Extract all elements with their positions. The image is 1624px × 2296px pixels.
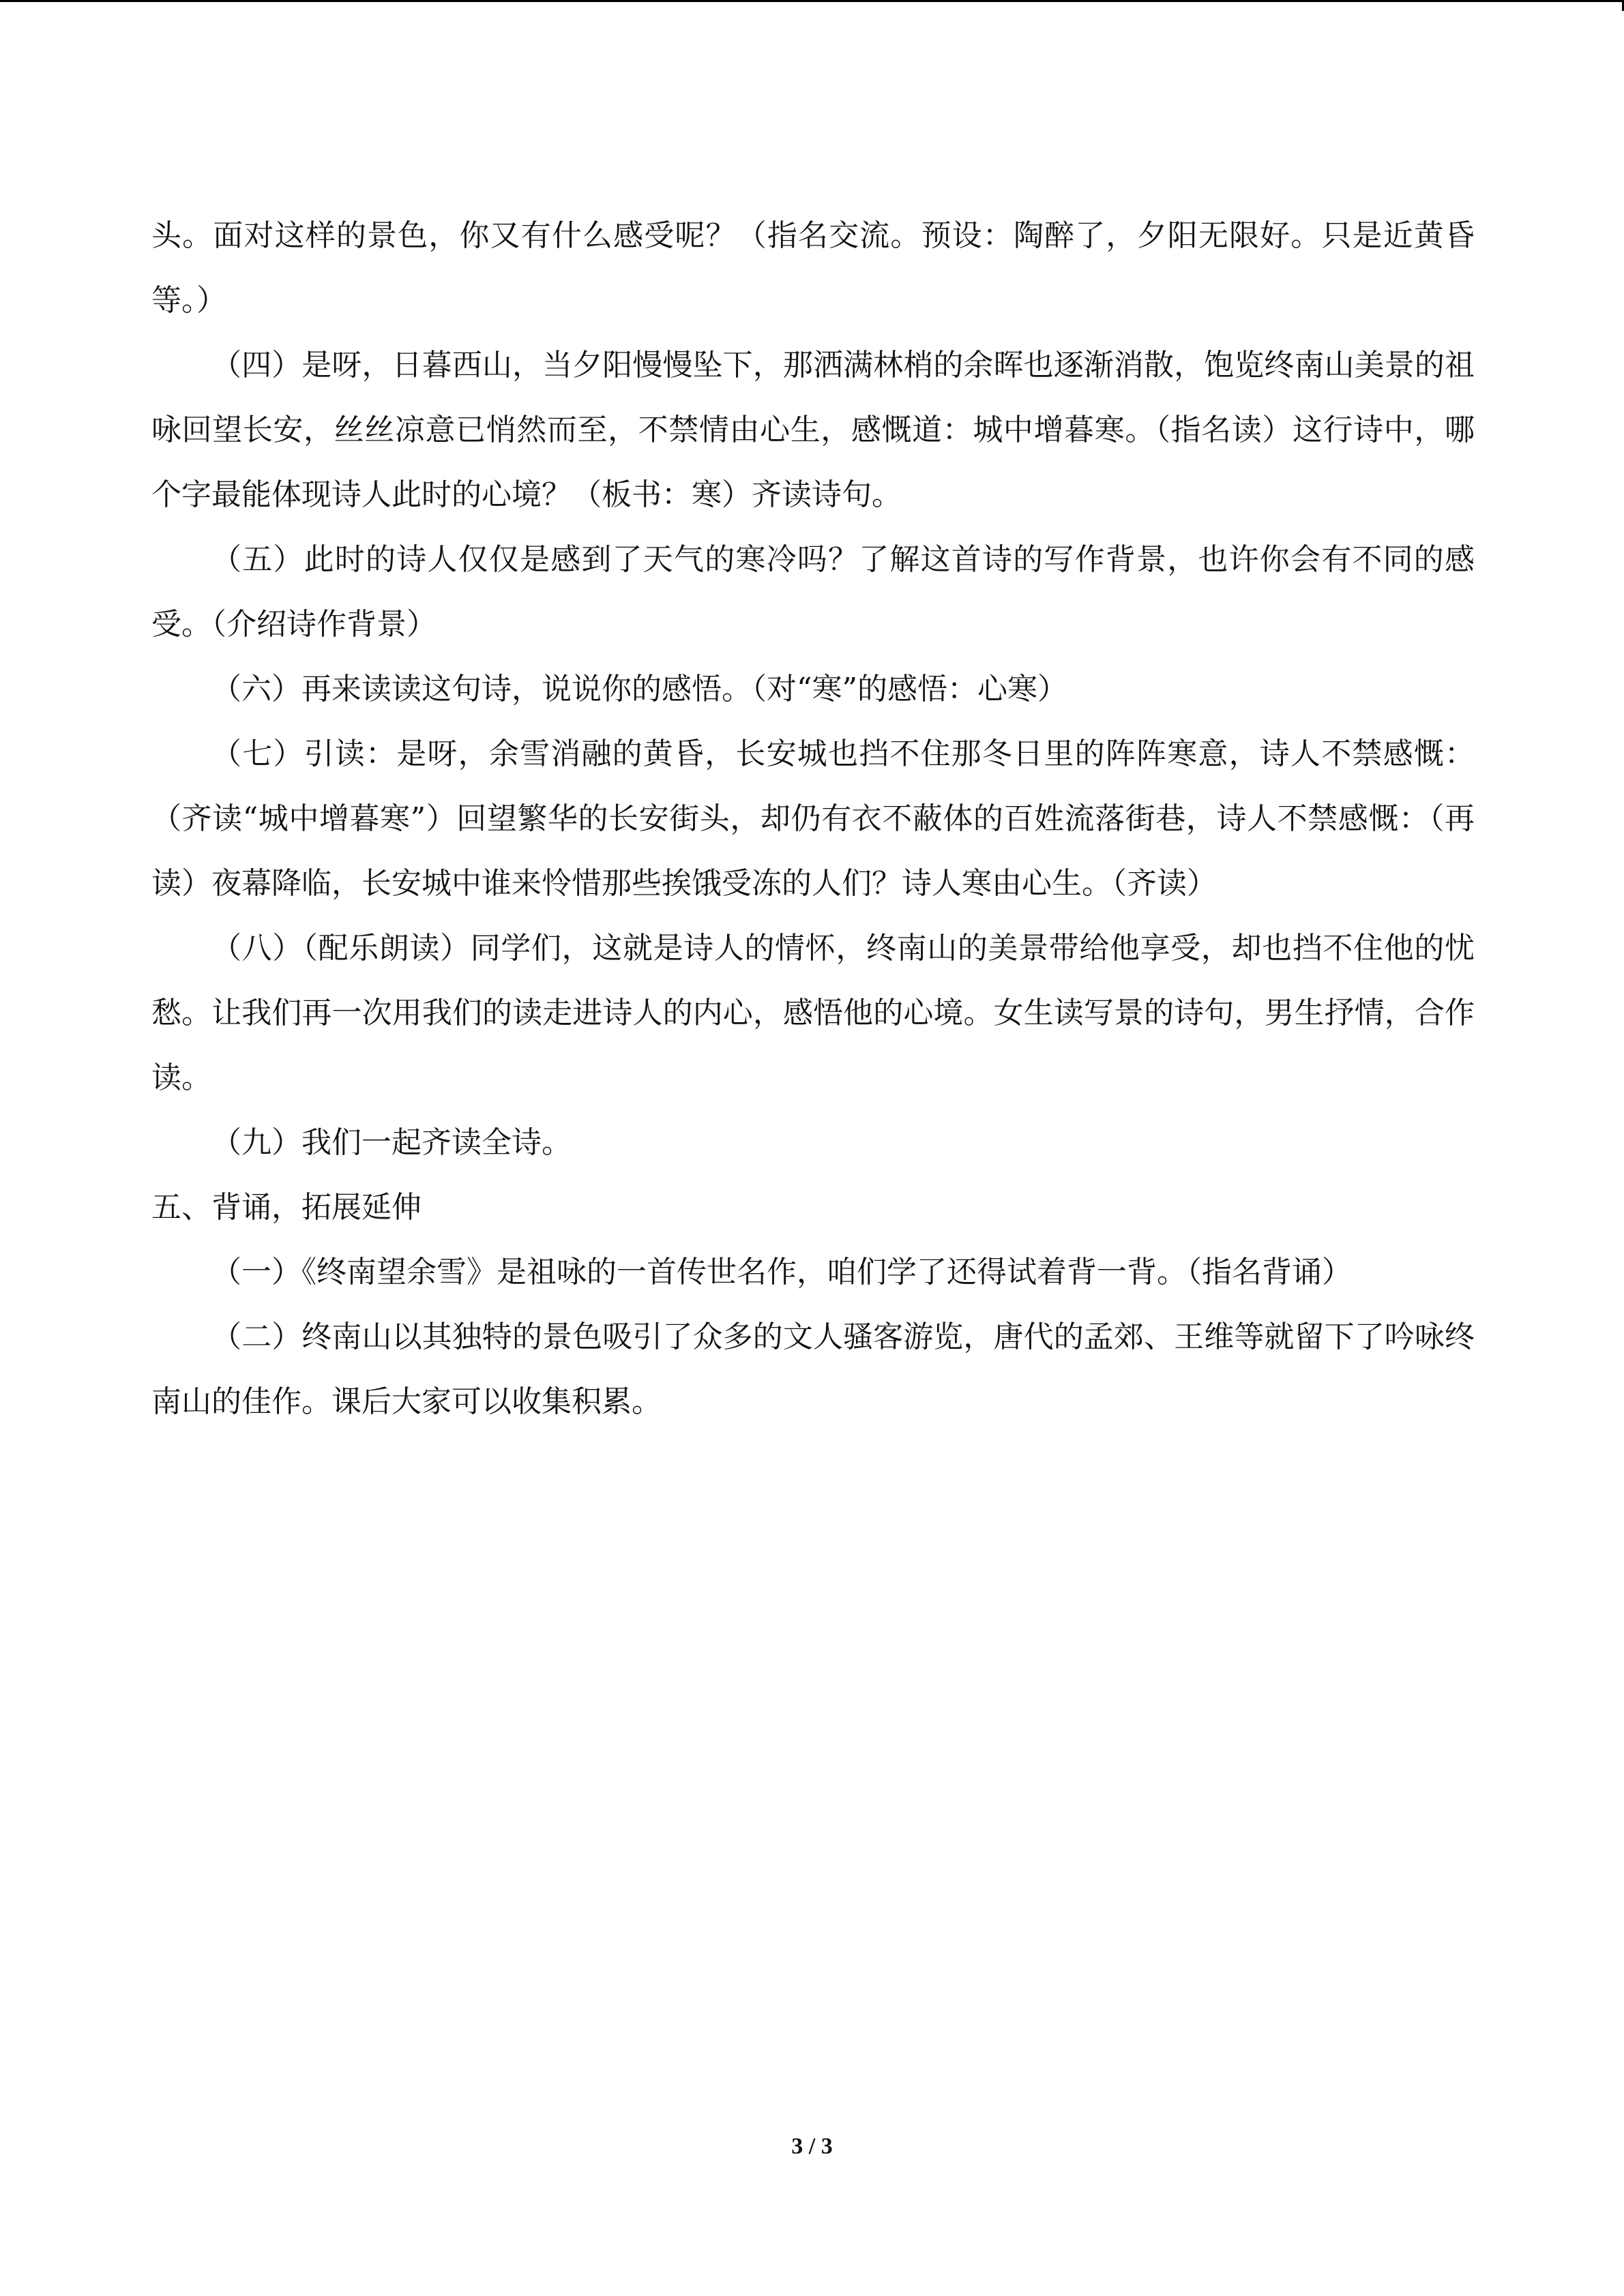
paragraph-section5-item-2: （二）终南山以其独特的景色吸引了众多的文人骚客游览，唐代的孟郊、王维等就留下了吟咏终南山的佳作。课后大家可以收集积累。 (151, 1320, 1475, 1419)
paragraph-step-8: （八）（配乐朗读）同学们，这就是诗人的情怀，终南山的美景带给他享受，却也挡不住他的忧愁。让我们再一次用我们的读走进诗人的内心，感悟他的心境。女生读写景的诗句，男生抒情，合作读。 (151, 931, 1475, 1095)
paragraph-step-4: （四）是呀，日暮西山，当夕阳慢慢坠下，那洒满林梢的余晖也逐渐消散，饱览终南山美景的祖咏回望长安，丝丝凉意已悄然而至，不禁情由心生，感慨道：城中增暮寒。（指名读）这行诗中，哪个字最能体现诗人此时的心境？（板书：寒）齐读诗句。 (151, 348, 1475, 512)
paragraph-step-7: （七）引读：是呀，余雪消融的黄昏，长安城也挡不住那冬日里的阵阵寒意，诗人不禁感慨：（齐读“城中增暮寒”）回望繁华的长安街头，却仍有衣不蔽体的百姓流落街巷，诗人不禁感慨：（再读）夜幕降临，长安城中谁来怜惜那些挨饿受冻的人们？诗人寒由心生。（齐读） (151, 736, 1475, 901)
paragraph-step-6: （六）再来读读这句诗，说说你的感悟。（对“寒”的感悟：心寒） (211, 672, 1067, 706)
page-number: 3 / 3 (791, 2134, 833, 2159)
document-body (151, 203, 1475, 1434)
paragraph-continuation: 头。面对这样的景色，你又有什么感受呢？（指名交流。预设：陶醉了，夕阳无限好。只是近黄昏等。） (151, 218, 1475, 318)
paragraph-section5-item-1: （一）《终南望余雪》是祖咏的一首传世名作，咱们学了还得试着背一背。（指名背诵） (211, 1255, 1352, 1289)
section-heading: 五、背诵，拓展延伸 (151, 1190, 422, 1225)
page-top-border (0, 0, 1624, 2)
paragraph-step-9: （九）我们一起齐读全诗。 (211, 1125, 572, 1160)
paragraph-step-5: （五）此时的诗人仅仅是感到了天气的寒冷吗？了解这首诗的写作背景，也许你会有不同的感受。（介绍诗作背景） (151, 542, 1475, 642)
